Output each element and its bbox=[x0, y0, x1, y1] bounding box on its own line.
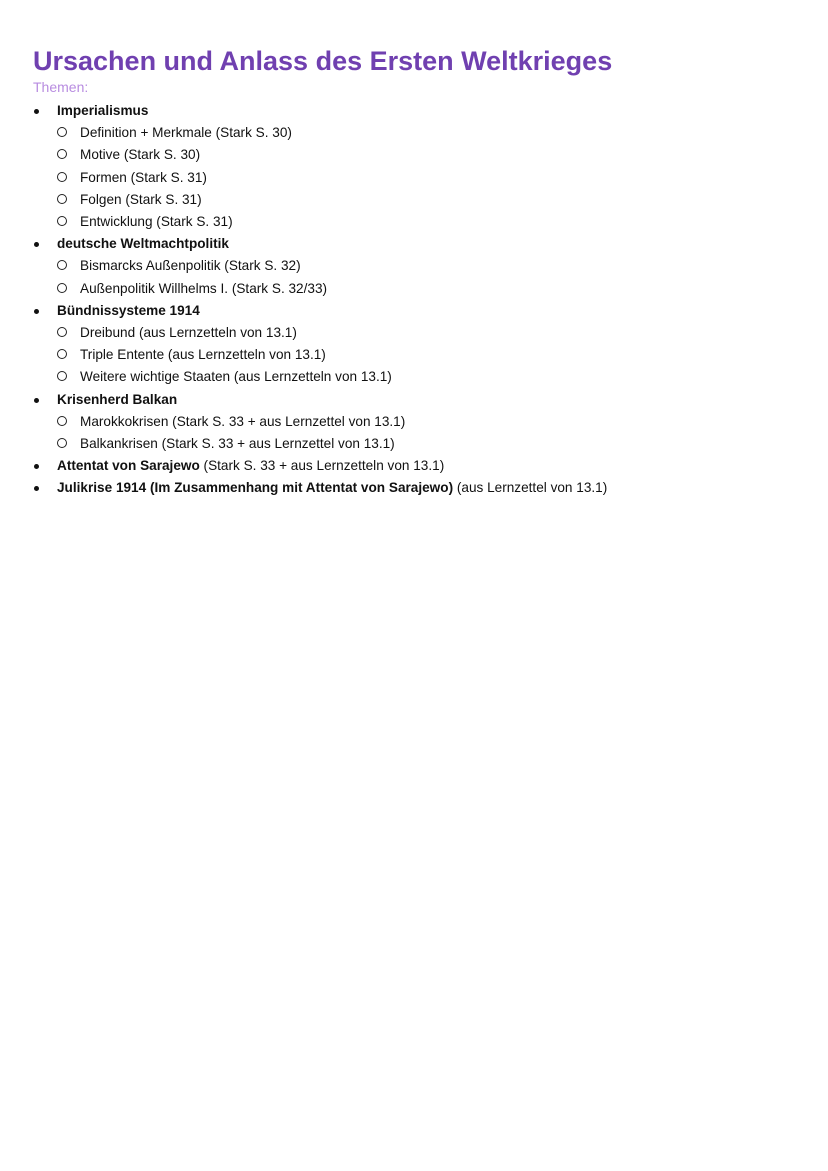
bullet-icon bbox=[34, 242, 39, 247]
subtopic-item bbox=[57, 211, 813, 233]
topic-title: Julikrise 1914 (Im Zusammenhang mit Attentat von Sarajewo) bbox=[57, 480, 454, 496]
topics-heading: Themen: bbox=[33, 79, 89, 95]
topic-title: deutsche Weltmachtpolitik bbox=[57, 236, 229, 252]
topic-title: Bündnissysteme 1914 bbox=[57, 302, 200, 318]
hollow-circle-bullet-icon bbox=[57, 438, 67, 448]
subtopic-item bbox=[57, 433, 813, 455]
hollow-circle-bullet-icon bbox=[57, 172, 67, 182]
subtopic-item bbox=[57, 344, 813, 366]
hollow-circle-bullet-icon bbox=[57, 283, 67, 293]
topic-source-note: (aus Lernzettel von 13.1) bbox=[456, 480, 608, 496]
subtopic-list bbox=[57, 322, 813, 389]
topic-item bbox=[33, 300, 813, 389]
subtopic-item bbox=[57, 167, 813, 189]
hollow-circle-bullet-icon bbox=[57, 416, 67, 426]
document-page bbox=[33, 44, 813, 500]
topic-line bbox=[57, 233, 813, 255]
topic-line bbox=[57, 477, 813, 499]
topic-item bbox=[33, 477, 813, 499]
subtopic-label: Balkankrisen (Stark S. 33 + aus Lernzettel von 13.1) bbox=[80, 436, 395, 452]
subtopic-label: Außenpolitik Willhelms I. (Stark S. 32/33) bbox=[80, 280, 328, 296]
topic-item bbox=[33, 233, 813, 300]
topic-line bbox=[57, 100, 813, 122]
subtopic-item bbox=[57, 411, 813, 433]
subtopic-item bbox=[57, 366, 813, 388]
topic-line bbox=[57, 389, 813, 411]
subtopic-label: Definition + Merkmale (Stark S. 30) bbox=[80, 125, 292, 141]
subtopic-label: Folgen (Stark S. 31) bbox=[80, 191, 202, 207]
hollow-circle-bullet-icon bbox=[57, 216, 67, 226]
subtopic-label: Motive (Stark S. 30) bbox=[80, 147, 201, 163]
subtopic-label: Dreibund (aus Lernzetteln von 13.1) bbox=[80, 325, 297, 341]
topic-title: Attentat von Sarajewo bbox=[57, 458, 200, 474]
topic-title: Imperialismus bbox=[57, 103, 149, 118]
subtopic-list bbox=[57, 122, 813, 233]
subtopic-item bbox=[57, 122, 813, 144]
bullet-icon bbox=[34, 109, 39, 114]
bullet-icon bbox=[34, 464, 39, 469]
page-title: Ursachen und Anlass des Ersten Weltkrieges bbox=[33, 46, 613, 76]
topic-item bbox=[33, 389, 813, 456]
hollow-circle-bullet-icon bbox=[57, 349, 67, 359]
subtopic-label: Weitere wichtige Staaten (aus Lernzetteln von 13.1) bbox=[80, 369, 392, 385]
hollow-circle-bullet-icon bbox=[57, 327, 67, 337]
subtopic-label: Formen (Stark S. 31) bbox=[80, 169, 207, 185]
subtopic-item bbox=[57, 144, 813, 166]
bullet-icon bbox=[34, 398, 39, 403]
subtopic-item bbox=[57, 278, 813, 300]
hollow-circle-bullet-icon bbox=[57, 149, 67, 159]
topic-line bbox=[57, 300, 813, 322]
subtopic-item bbox=[57, 189, 813, 211]
subtopic-label: Marokkokrisen (Stark S. 33 + aus Lernzettel von 13.1) bbox=[80, 413, 406, 429]
subtopic-list bbox=[57, 255, 813, 299]
bullet-icon bbox=[34, 486, 39, 491]
bullet-icon bbox=[34, 309, 39, 314]
topic-list bbox=[33, 100, 813, 500]
subtopic-label: Bismarcks Außenpolitik (Stark S. 32) bbox=[80, 258, 301, 274]
topic-item bbox=[33, 455, 813, 477]
hollow-circle-bullet-icon bbox=[57, 194, 67, 204]
topic-title: Krisenherd Balkan bbox=[57, 391, 178, 407]
subtopic-item bbox=[57, 255, 813, 277]
hollow-circle-bullet-icon bbox=[57, 127, 67, 137]
topic-source-note: (Stark S. 33 + aus Lernzetteln von 13.1) bbox=[203, 458, 445, 474]
topic-item bbox=[33, 100, 813, 233]
hollow-circle-bullet-icon bbox=[57, 371, 67, 381]
subtopic-label: Triple Entente (aus Lernzetteln von 13.1) bbox=[80, 347, 326, 363]
subtopic-label: Entwicklung (Stark S. 31) bbox=[80, 214, 233, 230]
hollow-circle-bullet-icon bbox=[57, 260, 67, 270]
subtopic-list bbox=[57, 411, 813, 455]
subtopic-item bbox=[57, 322, 813, 344]
topic-line bbox=[57, 455, 813, 477]
